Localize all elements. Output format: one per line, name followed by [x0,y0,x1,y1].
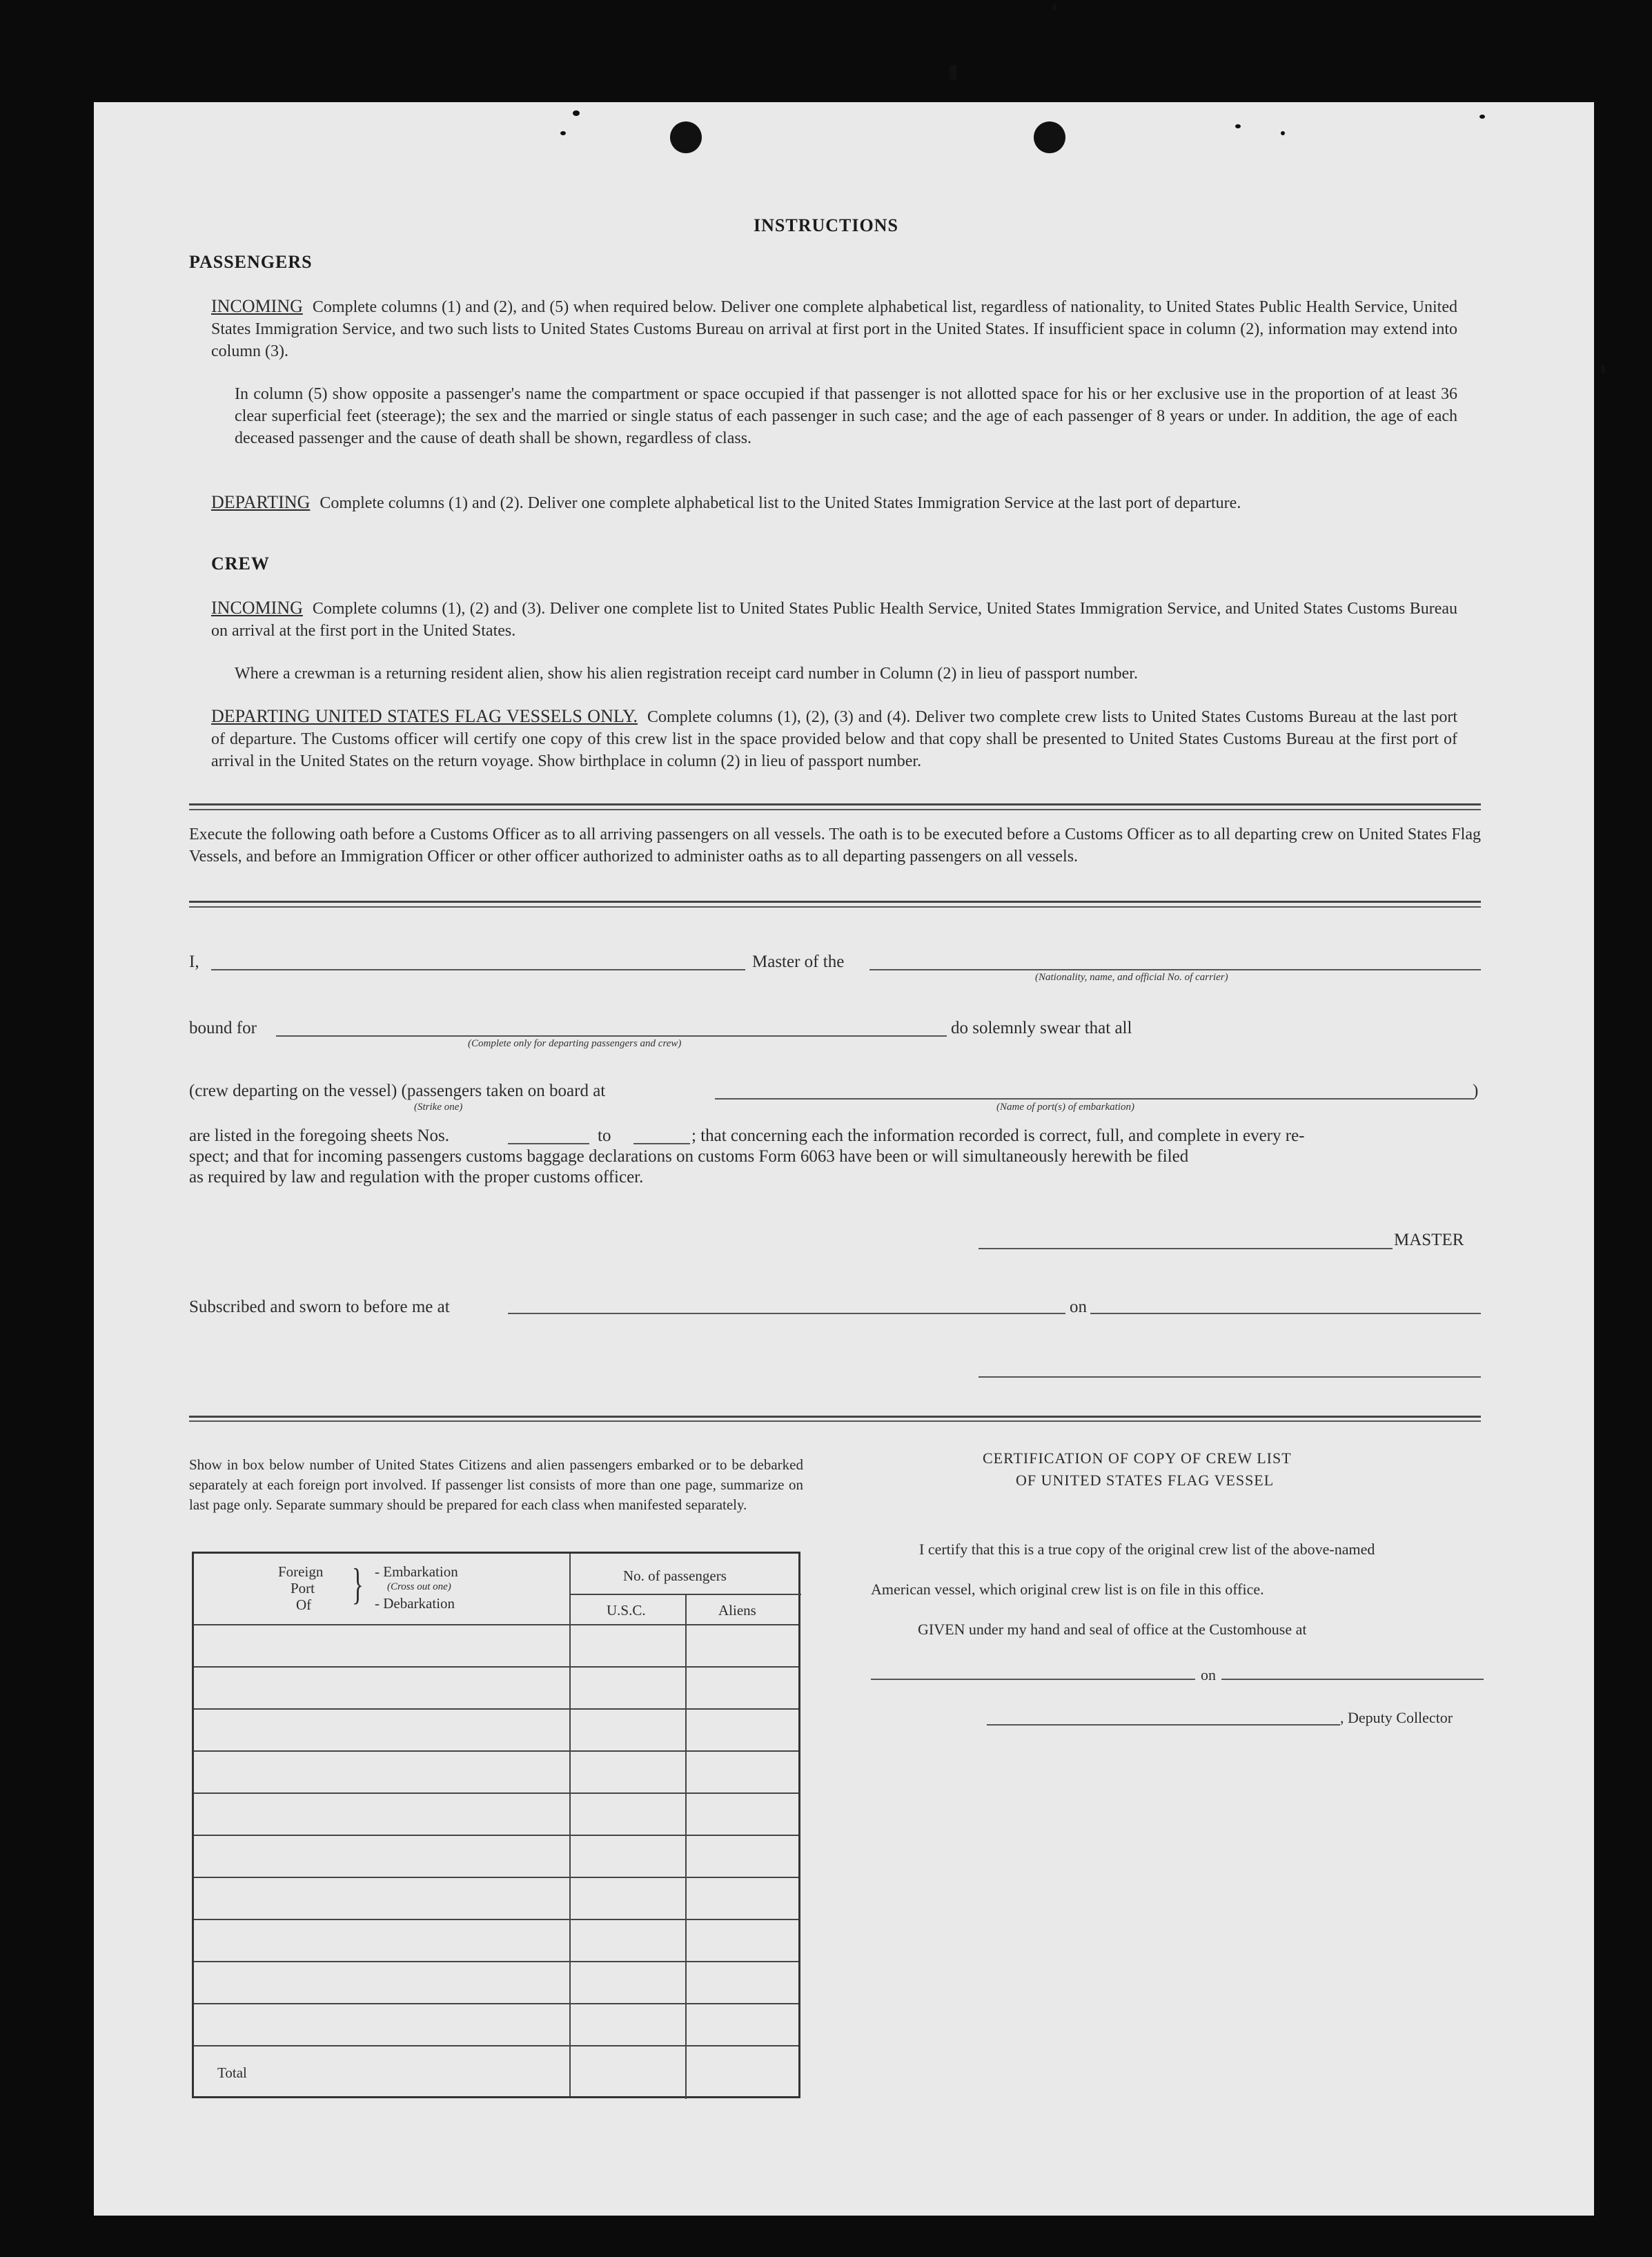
certification-title-2: OF UNITED STATES FLAG VESSEL [1016,1472,1275,1489]
section-divider [189,803,1481,805]
of-label: Of [296,1596,312,1613]
passengers-departing-paragraph [211,491,1457,514]
crew-heading: CREW [211,554,270,574]
swear-label: do solemnly swear that all [951,1019,1132,1037]
no-of-passengers-label: No. of passengers [623,1567,727,1584]
listed-text-c: spect; and that for incoming passengers customs baggage declarations on customs Form 6063 have been or will simultaneously herewith be filed [189,1147,1189,1166]
oath-i-label: I, [189,952,199,971]
subscribed-date-field[interactable] [1090,1313,1481,1314]
table-row[interactable] [194,2003,798,2004]
listed-text-a: are listed in the foregoing sheets Nos. [189,1126,449,1145]
crew-departing-label: (crew departing on the vessel) (passengers taken on board at [189,1082,606,1100]
certify-line-2: American vessel, which original crew list is on file in this office. [871,1581,1264,1598]
passengers-heading: PASSENGERS [189,252,313,272]
crew-incoming-paragraph [211,597,1457,642]
dust-speck [1479,115,1485,119]
deputy-collector-label: , Deputy Collector [1340,1709,1453,1726]
dust-speck [573,110,580,116]
crew-incoming-text: Complete columns (1), (2) and (3). Deliver one complete list to United States Public Health Service, United States Immigration Service, and United States Customs Bureau on arrival at the first port in the United States. [211,600,1457,640]
section-divider [189,906,1481,908]
summary-paragraph [189,1455,803,1515]
dust-speck [560,131,566,135]
oath-intro-paragraph [189,823,1481,868]
dust-speck [1601,364,1605,374]
certification-on-label: on [1201,1666,1216,1683]
passengers-departing-lead: DEPARTING [211,492,311,512]
section-divider [189,809,1481,810]
nationality-caption: (Nationality, name, and official No. of carrier) [1035,972,1228,983]
subscribed-label: Subscribed and sworn to before me at [189,1298,450,1316]
listed-text-d: as required by law and regulation with the proper customs officer. [189,1168,644,1186]
passenger-summary-table [192,1552,800,2098]
ports-caption: (Name of port(s) of embarkation) [996,1102,1134,1113]
table-row[interactable] [194,1624,798,1625]
foreign-label: Foreign [278,1563,324,1580]
usc-label: U.S.C. [607,1602,646,1619]
cross-out-caption: (Cross out one) [387,1581,451,1592]
section-divider [189,1416,1481,1418]
master-name-field[interactable] [211,969,745,970]
deputy-collector-signature-field[interactable] [987,1724,1340,1726]
master-of-the-label: Master of the [752,952,845,971]
certification-title-1: CERTIFICATION OF COPY OF CREW LIST [983,1449,1292,1467]
dust-speck [950,65,956,80]
sheet-to-field[interactable] [633,1143,690,1144]
subscribed-on-label: on [1070,1298,1087,1316]
oath-intro-text: Execute the following oath before a Customs Officer as to all arriving passengers on all vessels. The oath is to be executed before a Customs Officer as to all departing crew on United States Flag Vessels, and before an Immigration Officer or other officer authorized to administer oaths as to all departing passengers on all vessels. [189,825,1481,866]
bound-for-label: bound for [189,1019,257,1037]
table-row[interactable] [194,1961,798,1962]
sheet-from-field[interactable] [508,1143,589,1144]
debarkation-label: - Debarkation [375,1595,455,1612]
certification-date-field[interactable] [1221,1679,1484,1680]
table-row[interactable] [194,1666,798,1668]
section-divider [189,1420,1481,1422]
passengers-incoming-lead: INCOMING [211,296,303,316]
passengers-incoming-text: Complete columns (1) and (2), and (5) when required below. Deliver one complete alphabetical list, regardless of nationality, to United States Public Health Service, United States Immigration Service, and two such lists to United States Customs Bureau on arrival at first port in the United States. If insufficient space in column (2), information may extend into column (3). [211,298,1457,360]
crew-alien-paragraph [235,663,1457,685]
departing-caption: (Complete only for departing passengers and crew) [468,1038,682,1049]
brace-icon: } [351,1559,364,1608]
table-row[interactable] [194,1835,798,1836]
punch-hole-right [1034,121,1065,153]
given-line: GIVEN under my hand and seal of office at the Customhouse at [918,1621,1307,1638]
embarkation-label: - Embarkation [375,1563,458,1580]
table-row[interactable] [194,1750,798,1752]
section-divider [189,901,1481,903]
punch-hole-left [670,121,702,153]
listed-to-label: to [598,1126,611,1145]
certify-line-1: I certify that this is a true copy of the original crew list of the above-named [919,1541,1375,1558]
dust-speck [1281,131,1285,135]
officer-signature-field[interactable] [979,1376,1481,1378]
table-row[interactable] [194,1877,798,1878]
instructions-title: INSTRUCTIONS [754,215,898,235]
dust-speck [1235,124,1241,128]
close-paren: ) [1473,1082,1479,1100]
listed-text-b: ; that concerning each the information recorded is correct, full, and complete in every re- [691,1126,1305,1145]
ports-field[interactable] [715,1098,1474,1100]
master-signature-field[interactable] [979,1248,1393,1249]
table-row[interactable] [194,1792,798,1794]
dust-speck [1052,4,1056,11]
passengers-column5-paragraph [235,383,1457,449]
passengers-column5-text: In column (5) show opposite a passenger's name the compartment or space occupied if that passenger is not allotted space for his or her exclusive use in the proportion of at least 36 clear superficial feet (steerage); the sex and the married or single status of each passenger in such case; and the age of each passenger of 8 years or under. In addition, the age of each deceased passenger and the cause of death shall be shown, regardless of class. [235,385,1457,447]
crew-departing-paragraph [211,705,1457,772]
subscribed-place-field[interactable] [508,1313,1065,1314]
column-divider [685,1594,687,2099]
crew-departing-lead: DEPARTING UNITED STATES FLAG VESSELS ONLY. [211,706,638,726]
crew-departing-text: Complete columns (1), (2), (3) and (4). Deliver two complete crew lists to United States Customs Bureau at the last port of departure. The Customs officer will certify one copy of this crew list in the space provided below and that copy shall be presented to United States Customs Bureau at the first port of arrival in the United States on the return voyage. Show birthplace in column (2) in lieu of passport number. [211,708,1457,770]
table-row[interactable] [194,2045,798,2046]
column-divider [569,1554,571,2096]
bound-for-field[interactable] [276,1035,947,1037]
total-label: Total [217,2064,247,2081]
customhouse-field[interactable] [871,1679,1195,1680]
passengers-departing-text: Complete columns (1) and (2). Deliver one complete alphabetical list to the United States Immigration Service at the last port of departure. [319,494,1241,512]
master-label: MASTER [1394,1231,1464,1249]
summary-text: Show in box below number of United States Citizens and alien passengers embarked or to be debarked separately at each foreign port involved. If passenger list consists of more than one page, summarize on last page only. Separate summary should be prepared for each class when manifested separately. [189,1456,803,1513]
aliens-label: Aliens [718,1602,756,1619]
table-row[interactable] [194,1919,798,1920]
passengers-incoming-paragraph [211,295,1457,362]
carrier-field[interactable] [869,969,1481,970]
strike-one-caption: (Strike one) [414,1102,463,1113]
header-divider [569,1594,801,1595]
crew-incoming-lead: INCOMING [211,598,303,618]
crew-alien-text: Where a crewman is a returning resident alien, show his alien registration receipt card number in Column (2) in lieu of passport number. [235,665,1138,683]
port-label: Port [291,1580,315,1596]
table-row[interactable] [194,1708,798,1710]
